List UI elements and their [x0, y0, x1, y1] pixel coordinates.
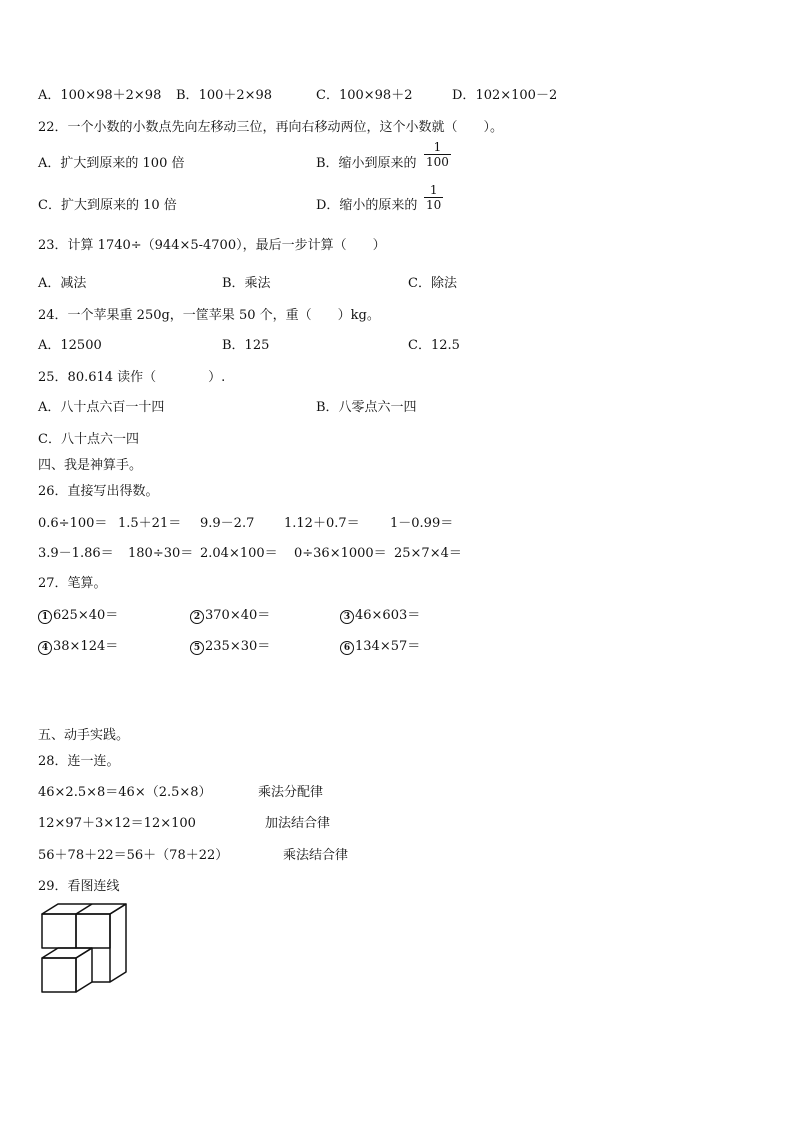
- q27-item-3: 3 46×603＝: [340, 604, 420, 624]
- q25-option-c: C．八十点六一四: [38, 432, 139, 447]
- circled-number: 2: [190, 610, 204, 624]
- q23-option-a: A．减法: [38, 276, 87, 291]
- q28-right-3: 乘法结合律: [283, 848, 349, 863]
- q26-r1-c2: 1.5＋21＝: [118, 516, 182, 531]
- q27-item-5: 5 235×30＝: [190, 635, 270, 655]
- q25-stem: 25．80.614 读作（ ）.: [38, 370, 226, 385]
- q26-r2-c1: 3.9－1.86＝: [38, 546, 114, 561]
- q22-option-b-fraction: [424, 140, 451, 169]
- q26-r1-c4: 1.12＋0.7＝: [284, 516, 360, 531]
- q26-r2-c4: 0÷36×1000＝: [294, 546, 387, 561]
- q21-option-a: A．100×98＋2×98: [38, 88, 162, 103]
- q27-item-6: 6 134×57＝: [340, 635, 420, 655]
- q22-option-a: A．扩大到原来的 100 倍: [38, 156, 185, 171]
- q23-option-b: B．乘法: [222, 276, 271, 291]
- q22-option-c: C．扩大到原来的 10 倍: [38, 198, 177, 213]
- circled-number: 3: [340, 610, 354, 624]
- fraction-numerator: 1: [429, 183, 438, 197]
- q21-option-c: C．100×98＋2: [316, 88, 413, 103]
- cube-upper-left-front: [42, 914, 76, 948]
- section-4-title: 四、我是神算手。: [38, 458, 143, 473]
- q24-option-b: B．125: [222, 338, 270, 353]
- q28-left-1: 46×2.5×8＝46×（2.5×8）: [38, 785, 212, 800]
- q26-r1-c3: 9.9－2.7: [200, 516, 255, 531]
- circled-number: 6: [340, 641, 354, 655]
- fraction-denominator: 100: [426, 155, 449, 169]
- q27-item-2: 2 370×40＝: [190, 604, 270, 624]
- q28-left-3: 56＋78＋22＝56＋（78＋22）: [38, 848, 229, 863]
- q29-stem: 29．看图连线: [38, 879, 120, 894]
- q21-option-b: B．100＋2×98: [176, 88, 273, 103]
- q26-r2-c2: 180÷30＝: [128, 546, 194, 561]
- q22-option-d-fraction: [424, 183, 443, 212]
- q26-r1-c1: 0.6÷100＝: [38, 516, 108, 531]
- q22-option-d: D．缩小的原来的: [316, 198, 418, 213]
- q23-stem: 23．计算 1740÷（944×5-4700），最后一步计算（ ）: [38, 238, 386, 253]
- q24-option-c: C．12.5: [408, 338, 460, 353]
- q26-r2-c3: 2.04×100＝: [200, 546, 278, 561]
- q28-left-2: 12×97＋3×12＝12×100: [38, 816, 196, 831]
- cube-lower-front: [42, 958, 76, 992]
- fraction-numerator: 1: [433, 140, 442, 154]
- q22-option-b: B．缩小到原来的: [316, 156, 417, 171]
- q25-option-a: A．八十点六百一十四: [38, 400, 165, 415]
- cube-upper-right-front: [76, 914, 110, 948]
- q26-r2-c5: 25×7×4＝: [394, 546, 462, 561]
- q22-stem: 22．一个小数的小数点先向左移动三位，再向右移动两位，这个小数就（ ）。: [38, 120, 504, 135]
- q24-option-a: A．12500: [38, 338, 102, 353]
- circled-number: 4: [38, 641, 52, 655]
- cube-right-side: [110, 904, 126, 982]
- q21-option-d: D．102×100－2: [452, 88, 558, 103]
- circled-number: 5: [190, 641, 204, 655]
- cube-figure: [36, 898, 136, 1000]
- q28-right-2: 加法结合律: [265, 816, 331, 831]
- cube-top-divider: [76, 904, 92, 914]
- section-5-title: 五、动手实践。: [38, 728, 130, 743]
- q27-stem: 27．笔算。: [38, 576, 107, 591]
- q27-item-1: 1 625×40＝: [38, 604, 118, 624]
- q24-stem: 24．一个苹果重 250g，一筐苹果 50 个，重（ ）kg。: [38, 308, 380, 323]
- q28-stem: 28．连一连。: [38, 754, 120, 769]
- circled-number: 1: [38, 610, 52, 624]
- q26-r1-c5: 1－0.99＝: [390, 516, 454, 531]
- q26-stem: 26．直接写出得数。: [38, 484, 159, 499]
- fraction-denominator: 10: [426, 198, 442, 212]
- q25-option-b: B．八零点六一四: [316, 400, 417, 415]
- cube-lower-side: [76, 948, 92, 992]
- q28-right-1: 乘法分配律: [258, 785, 324, 800]
- q23-option-c: C．除法: [408, 276, 457, 291]
- q27-item-4: 4 38×124＝: [38, 635, 118, 655]
